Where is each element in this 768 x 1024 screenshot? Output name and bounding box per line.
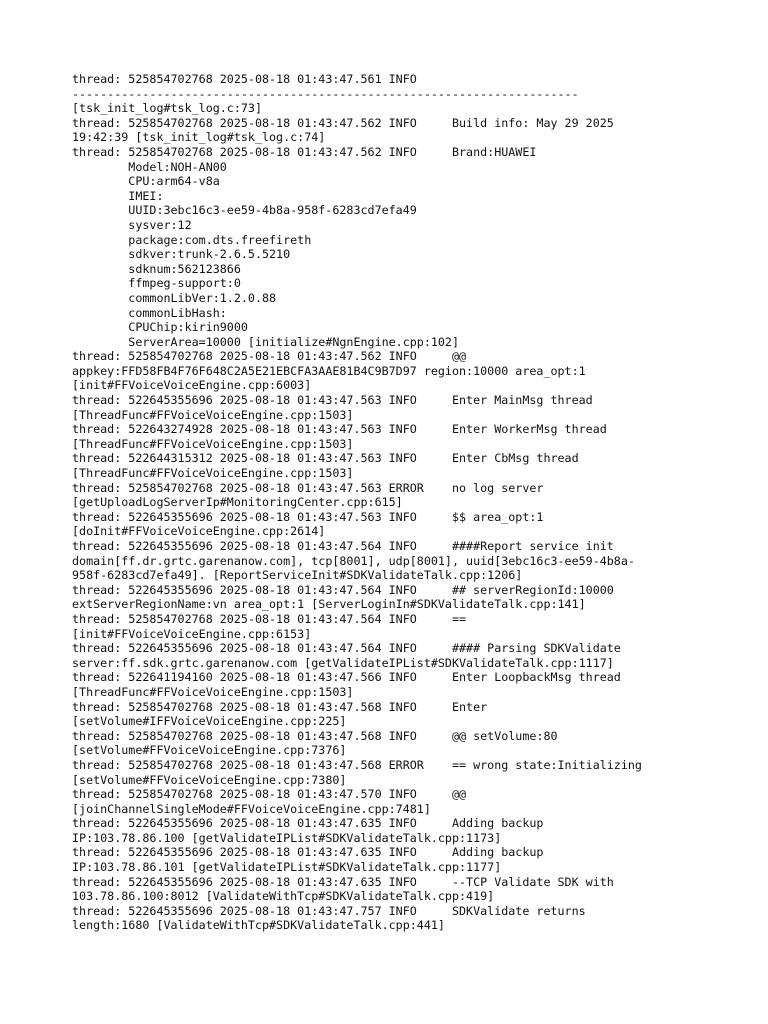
log-line: thread: 522645355696 2025-08-18 01:43:47.563 INFO Enter MainMsg thread [72,393,593,408]
log-line: CPUChip:kirin9000 [72,320,248,335]
log-line: thread: 522644315312 2025-08-18 01:43:47.563 INFO Enter CbMsg thread [72,451,579,466]
log-line: [ThreadFunc#FFVoiceVoiceEngine.cpp:1503] [72,407,354,422]
log-line: server:ff.sdk.grtc.garenanow.com [getValidateIPList#SDKValidateTalk.cpp:1117] [72,655,614,670]
log-line: thread: 522645355696 2025-08-18 01:43:47.757 INFO SDKValidate returns [72,903,586,918]
log-line: [setVolume#IFFVoiceVoiceEngine.cpp:225] [72,714,347,729]
log-line: Model:NOH-AN00 [72,159,227,174]
log-line: thread: 522645355696 2025-08-18 01:43:47.564 INFO #### Parsing SDKValidate [72,641,621,656]
log-line: thread: 522643274928 2025-08-18 01:43:47.563 INFO Enter WorkerMsg thread [72,422,607,437]
log-line: thread: 525854702768 2025-08-18 01:43:47.562 INFO @@ [72,349,467,364]
log-line: sysver:12 [72,217,192,232]
log-line: thread: 525854702768 2025-08-18 01:43:47.568 ERROR == wrong state:Initializing [72,757,642,772]
log-line: commonLibHash: [72,305,227,320]
log-line: [joinChannelSingleMode#FFVoiceVoiceEngine.cpp:7481] [72,801,431,816]
log-line: UUID:3ebc16c3-ee59-4b8a-958f-6283cd7efa49 [72,203,417,218]
log-line: [ThreadFunc#FFVoiceVoiceEngine.cpp:1503] [72,436,354,451]
log-line: sdkver:trunk-2.6.5.5210 [72,247,291,262]
log-line: 19:42:39 [tsk_init_log#tsk_log.c:74] [72,130,326,145]
log-line: [doInit#FFVoiceVoiceEngine.cpp:2614] [72,524,326,539]
log-line: ------------------------------------------------------------------------ [72,86,579,101]
log-line: thread: 522645355696 2025-08-18 01:43:47.564 INFO ####Report service init [72,539,614,553]
log-line: thread: 525854702768 2025-08-18 01:43:47.562 INFO Build info: May 29 2025 [72,115,614,130]
log-line: thread: 525854702768 2025-08-18 01:43:47.568 INFO @@ setVolume:80 [72,728,558,743]
log-line: thread: 525854702768 2025-08-18 01:43:47.563 ERROR no log server [72,480,544,495]
log-line: thread: 522645355696 2025-08-18 01:43:47.635 INFO Adding backup [72,845,544,860]
log-line: extServerRegionName:vn area_opt:1 [ServerLoginIn#SDKValidateTalk.cpp:141] [72,597,586,612]
log-line: thread: 525854702768 2025-08-18 01:43:47.561 INFO [72,72,417,86]
log-line: IP:103.78.86.100 [getValidateIPList#SDKValidateTalk.cpp:1173] [72,830,502,845]
log-line: [getUploadLogServerIp#MonitoringCenter.cpp:615] [72,495,403,510]
log-line: length:1680 [ValidateWithTcp#SDKValidateTalk.cpp:441] [72,918,445,933]
log-line: thread: 522645355696 2025-08-18 01:43:47.564 INFO ## serverRegionId:10000 [72,582,614,597]
log-line: [tsk_init_log#tsk_log.c:73] [72,101,262,116]
log-line: appkey:FFD58FB4F76F648C2A5E21EBCFA3AAE81B4C9B7D97 region:10000 area_opt:1 [72,363,586,378]
log-line: thread: 525854702768 2025-08-18 01:43:47.570 INFO @@ [72,787,467,802]
log-line: commonLibVer:1.2.0.88 [72,290,277,305]
log-line: thread: 525854702768 2025-08-18 01:43:47.568 INFO Enter [72,699,488,714]
log-line: thread: 522645355696 2025-08-18 01:43:47.635 INFO Adding backup [72,816,544,831]
log-line: [ThreadFunc#FFVoiceVoiceEngine.cpp:1503] [72,466,354,481]
log-line: [setVolume#FFVoiceVoiceEngine.cpp:7376] [72,743,347,758]
log-line: IMEI: [72,188,164,203]
log-line: 103.78.86.100:8012 [ValidateWithTcp#SDKValidateTalk.cpp:419] [72,889,495,904]
log-line: package:com.dts.freefireth [72,232,312,247]
log-line: ServerArea=10000 [initialize#NgnEngine.cpp:102] [72,334,460,349]
log-line: thread: 525854702768 2025-08-18 01:43:47.564 INFO == [72,611,467,626]
log-line: domain[ff.dr.grtc.garenanow.com], tcp[8001], udp[8001], uuid[3ebc16c3-ee59-4b8a- [72,553,635,568]
log-line: ffmpeg-support:0 [72,276,241,291]
log-line: sdknum:562123866 [72,261,241,276]
log-line: thread: 525854702768 2025-08-18 01:43:47.562 INFO Brand:HUAWEI [72,144,537,159]
log-line: 958f-6283cd7efa49]. [ReportServiceInit#SDKValidateTalk.cpp:1206] [72,568,523,583]
log-document [72,72,752,933]
log-line: [ThreadFunc#FFVoiceVoiceEngine.cpp:1503] [72,684,354,699]
log-line: [setVolume#FFVoiceVoiceEngine.cpp:7380] [72,772,347,787]
log-line: IP:103.78.86.101 [getValidateIPList#SDKValidateTalk.cpp:1177] [72,860,502,875]
log-line: thread: 522645355696 2025-08-18 01:43:47.635 INFO --TCP Validate SDK with [72,874,614,889]
log-line: CPU:arm64-v8a [72,174,220,189]
log-line: [init#FFVoiceVoiceEngine.cpp:6153] [72,626,312,641]
log-line: [init#FFVoiceVoiceEngine.cpp:6003] [72,378,312,393]
log-line: thread: 522645355696 2025-08-18 01:43:47.563 INFO $$ area_opt:1 [72,509,544,524]
log-line: thread: 522641194160 2025-08-18 01:43:47.566 INFO Enter LoopbackMsg thread [72,670,621,685]
